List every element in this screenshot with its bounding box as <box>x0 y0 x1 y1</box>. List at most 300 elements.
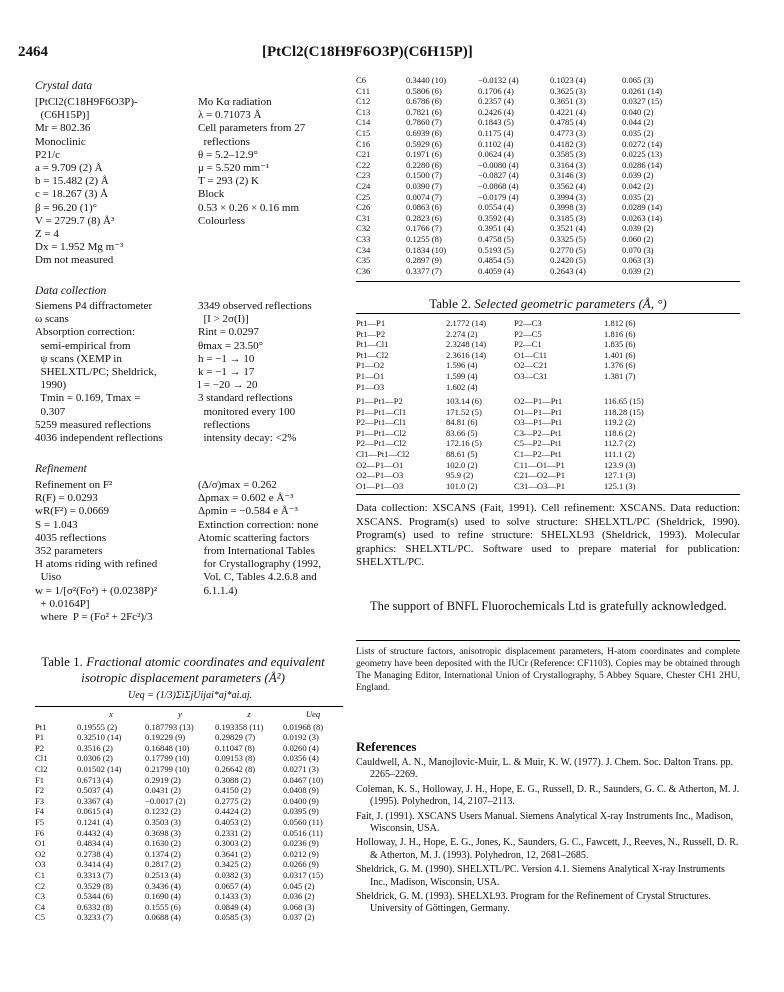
table1-continued <box>356 75 736 276</box>
table-cell: 0.3592 (4) <box>478 212 514 223</box>
text-line: b = 15.482 (2) Å <box>35 175 109 188</box>
table-cell: 0.0390 (7) <box>406 180 442 191</box>
table-cell: 0.3625 (3) <box>550 85 586 96</box>
programs-paragraph: Data collection: XSCANS (Fait, 1991). Cell refinement: XSCANS. Data reduction: XSCANS. Program(s) used to solve structure: SHELXTL/PC (Sheldrick, 1990). Program(s) used to refine structure: SHELXL93 (Sheldrick, 1993). Molecular graphics: SHELXTL/PC. Software used to prepare material for publication: SHELXTL/PC. <box>356 502 740 569</box>
text-line: Vol. C, Tables 4.2.6.8 and <box>198 571 317 584</box>
table-cell: 0.0431 (2) <box>145 785 181 796</box>
table-row <box>356 107 736 118</box>
table-cell: 0.01502 (14) <box>77 763 122 774</box>
text-line: 6.1.1.4) <box>198 584 238 597</box>
text-line: β = 96.20 (1)° <box>35 201 98 214</box>
table-cell: 0.4150 (2) <box>215 785 251 796</box>
table-row <box>356 202 736 213</box>
text-line: Atomic scattering factors <box>198 531 310 544</box>
table-row <box>356 396 740 407</box>
table-cell: 118.6 (2) <box>604 427 636 438</box>
table-cell: 0.0261 (14) <box>622 85 663 96</box>
table-cell: 0.2357 (4) <box>478 96 514 107</box>
table-cell: 0.4785 (4) <box>550 117 586 128</box>
text-line: Rint = 0.0297 <box>198 326 259 339</box>
table-cell: 0.3185 (3) <box>550 212 586 223</box>
table-cell: 0.4758 (5) <box>478 233 514 244</box>
table-row <box>356 360 740 371</box>
table-cell: O3 <box>35 859 46 870</box>
table-row <box>356 192 736 203</box>
table-cell: 0.5806 (6) <box>406 85 442 96</box>
text-line: reflections <box>198 418 250 431</box>
data-collection-right <box>198 300 312 445</box>
reference-item: Cauldwell, A. N., Manojlovic-Muir, L. & Muir, K. W. (1977). J. Chem. Soc. Dalton Trans. pp. 2265–2269. <box>356 757 733 781</box>
table-cell: 2.3248 (14) <box>446 339 487 350</box>
table-cell: 0.3377 (7) <box>406 265 442 276</box>
table-cell: 0.4053 (2) <box>215 816 251 827</box>
table-cell: 0.1102 (4) <box>478 138 514 149</box>
table-row <box>356 181 736 192</box>
table-cell: 0.26642 (8) <box>215 763 256 774</box>
table-cell: 0.3521 (4) <box>550 223 586 234</box>
table-cell: 83.66 (5) <box>446 427 478 438</box>
text-line: Δρmin = −0.584 e Å⁻³ <box>198 505 298 518</box>
table-row <box>35 785 343 796</box>
table-cell: 0.0408 (9) <box>283 785 319 796</box>
table2-angles <box>356 396 740 491</box>
table1-caption-label: Table 1. <box>41 654 83 669</box>
text-line: h = −1 → 10 <box>198 352 255 365</box>
table-cell: 0.0400 (9) <box>283 795 319 806</box>
table-cell: 0.3503 (3) <box>145 816 181 827</box>
table-cell: 0.044 (2) <box>622 117 654 128</box>
table-cell: 0.2897 (9) <box>406 255 442 266</box>
table-cell: 0.3414 (4) <box>77 859 113 870</box>
table-row <box>356 160 736 171</box>
text-line: 0.53 × 0.26 × 0.16 mm <box>198 201 300 214</box>
table-cell: 123.9 (3) <box>604 459 636 470</box>
table-cell: 0.3998 (3) <box>550 202 586 213</box>
table-cell: 0.036 (2) <box>283 891 315 902</box>
table-cell: F1 <box>35 774 45 785</box>
table-cell: C23 <box>356 170 371 181</box>
text-line: Uiso <box>35 571 62 584</box>
table-cell: 0.0263 (14) <box>622 212 663 223</box>
table-cell: 0.2823 (6) <box>406 212 442 223</box>
table-cell: 0.09153 (8) <box>215 753 256 764</box>
table-cell: O2 <box>35 848 46 859</box>
table-row <box>356 75 736 86</box>
table-cell: 0.4773 (3) <box>550 127 586 138</box>
table-cell: C12 <box>356 96 371 107</box>
table-cell: 0.065 (3) <box>622 75 654 85</box>
table-cell: 0.4182 (3) <box>550 138 586 149</box>
table-cell: 0.1374 (2) <box>145 848 181 859</box>
text-line: Cell parameters from 27 <box>198 122 306 135</box>
table2-caption-text: Selected geometric parameters (Å, °) <box>474 296 667 311</box>
table-row <box>35 753 343 764</box>
table-cell: C26 <box>356 202 371 213</box>
table-cell: 0.3994 (3) <box>550 191 586 202</box>
table1-formula: Ueq = (1/3)ΣiΣjUijai*aj*ai.aj. <box>128 690 253 701</box>
table-cell: C3—P2—Pt1 <box>514 427 562 438</box>
table-row <box>356 266 736 277</box>
table-row <box>356 117 736 128</box>
text-line: 352 parameters <box>35 545 103 558</box>
table-row <box>35 891 343 902</box>
text-line: T = 293 (2) K <box>198 175 259 188</box>
table-cell: 1.599 (4) <box>446 370 478 381</box>
table-row <box>35 775 343 786</box>
table-cell: 0.035 (2) <box>622 127 654 138</box>
table-cell: 0.0074 (7) <box>406 191 442 202</box>
table-cell: 0.5037 (4) <box>77 785 113 796</box>
text-line: (C6H15P)] <box>35 109 90 122</box>
table-cell: 0.3641 (2) <box>215 848 251 859</box>
table-cell: C6 <box>356 75 367 85</box>
table-row <box>35 881 343 892</box>
table-cell: 0.1971 (6) <box>406 149 442 160</box>
table-cell: 0.063 (3) <box>622 255 654 266</box>
table-cell: O1—P1—Pt1 <box>514 406 563 417</box>
table2-distances <box>356 318 740 392</box>
table-row <box>35 732 343 743</box>
table-cell: 0.1500 (7) <box>406 170 442 181</box>
table-cell: P1—Pt1—Cl1 <box>356 406 407 417</box>
table-cell: 0.3529 (8) <box>77 880 113 891</box>
refinement-right <box>198 479 321 598</box>
text-line: μ = 5.520 mm⁻¹ <box>198 162 270 175</box>
table-cell: 0.2738 (4) <box>77 848 113 859</box>
table-cell: 0.3436 (4) <box>145 880 181 891</box>
table-cell: C5—P2—Pt1 <box>514 438 562 449</box>
text-line: ω scans <box>35 313 69 326</box>
text-line: 3349 observed reflections <box>198 300 312 312</box>
text-line: + 0.0164P] <box>35 597 90 610</box>
table-cell: C1 <box>35 869 46 880</box>
table-cell: C32 <box>356 223 371 234</box>
table-cell: 0.1766 (7) <box>406 223 442 234</box>
text-line: k = −1 → 17 <box>198 366 255 379</box>
table-cell: F5 <box>35 816 45 827</box>
table-row <box>356 255 736 266</box>
table-row <box>356 428 740 439</box>
table-cell: −0.0179 (4) <box>478 191 519 202</box>
table-cell: 0.1555 (6) <box>145 901 181 912</box>
column-header: z <box>247 709 251 719</box>
table-row <box>356 245 736 256</box>
table-cell: 0.1175 (4) <box>478 127 514 138</box>
text-line: R(F) = 0.0293 <box>35 492 98 505</box>
table-cell: Cl1 <box>35 753 48 764</box>
text-line: 1990) <box>35 379 67 392</box>
table-cell: −0.0868 (4) <box>478 180 519 191</box>
table-cell: P2—C3 <box>514 318 542 328</box>
text-line: Extinction correction: none <box>198 518 319 531</box>
table-cell: 1.835 (6) <box>604 339 636 350</box>
table-cell: 118.28 (15) <box>604 406 644 417</box>
table-row <box>356 438 740 449</box>
table-cell: 0.0236 (9) <box>283 838 319 849</box>
table-cell: 0.187793 (13) <box>145 721 194 732</box>
table-cell: O2—P1—O3 <box>356 470 404 481</box>
table-row <box>356 382 740 393</box>
table-cell: C14 <box>356 117 371 128</box>
table-cell: 84.81 (6) <box>446 417 478 428</box>
table-cell: 0.0306 (2) <box>77 753 113 764</box>
table-cell: C13 <box>356 106 371 117</box>
table-cell: O1—C11 <box>514 349 548 360</box>
table-cell: 0.2775 (2) <box>215 795 251 806</box>
table-cell: P2—Pt1—Cl1 <box>356 417 407 428</box>
table-cell: 0.4834 (4) <box>77 838 113 849</box>
text-line: 4036 independent reflections <box>35 432 163 445</box>
table-row <box>356 170 736 181</box>
table-cell: F6 <box>35 827 45 838</box>
text-line: [PtCl2(C18H9F6O3P)- <box>35 96 138 108</box>
table-row <box>356 149 736 160</box>
table-cell: 0.0395 (9) <box>283 806 319 817</box>
table-cell: 0.3425 (2) <box>215 859 251 870</box>
table-row <box>35 828 343 839</box>
table-cell: 119.2 (2) <box>604 417 636 428</box>
table-cell: P2—C5 <box>514 328 542 339</box>
data-collection-left <box>35 300 163 445</box>
table-cell: 0.16848 (10) <box>145 742 190 753</box>
table2-distances-body <box>356 318 740 392</box>
table-cell: 0.0225 (13) <box>622 149 663 160</box>
table-cell: 0.0585 (3) <box>215 912 251 923</box>
table-row <box>356 223 736 234</box>
table-cell: Pt1—Cl2 <box>356 349 389 360</box>
table-cell: 0.2817 (2) <box>145 859 181 870</box>
table-cell: 0.6939 (6) <box>406 127 442 138</box>
table-cell: C16 <box>356 138 371 149</box>
table-cell: 0.060 (2) <box>622 233 654 244</box>
table-cell: 0.0272 (14) <box>622 138 663 149</box>
text-line: Mo Kα radiation <box>198 96 272 108</box>
table-cell: P1—Pt1—Cl2 <box>356 427 407 438</box>
table2-caption <box>356 296 740 312</box>
table-cell: 0.3003 (2) <box>215 838 251 849</box>
text-line: semi-empirical from <box>35 339 131 352</box>
table-cell: 0.070 (3) <box>622 244 654 255</box>
text-line: P21/c <box>35 148 61 161</box>
table-cell: 0.3088 (2) <box>215 774 251 785</box>
text-line: l = −20 → 20 <box>198 379 258 392</box>
table-cell: Pt1—Cl1 <box>356 339 389 350</box>
table-row <box>356 350 740 361</box>
text-line: Z = 4 <box>35 228 59 241</box>
table-cell: 0.0266 (9) <box>283 859 319 870</box>
table-row <box>35 902 343 913</box>
table-row <box>356 339 740 350</box>
table-cell: 0.4424 (2) <box>215 806 251 817</box>
table-cell: 0.21799 (10) <box>145 763 190 774</box>
table-row <box>35 912 343 923</box>
column-header: x <box>109 709 113 719</box>
table-cell: 0.3951 (4) <box>478 223 514 234</box>
table2-caption-label: Table 2. <box>429 296 471 311</box>
table-cell: F3 <box>35 795 45 806</box>
table-cell: P1—Pt1—P2 <box>356 396 403 406</box>
table-cell: 0.039 (2) <box>622 223 654 234</box>
crystal-data-right <box>198 96 305 228</box>
text-line: intensity decay: <2% <box>198 432 297 445</box>
table-cell: 0.5193 (5) <box>478 244 514 255</box>
text-line: where P = (Fo² + 2Fc²)/3 <box>35 611 153 624</box>
table-cell: −0.0132 (4) <box>478 75 519 85</box>
text-line: Dx = 1.952 Mg m⁻³ <box>35 241 124 254</box>
table-cell: 1.602 (4) <box>446 381 478 392</box>
table-row <box>35 743 343 754</box>
table-cell: O1—P1—O3 <box>356 480 404 491</box>
reference-item: Holloway, J. H., Hope, E. G., Jones, K., Saunders, G. C., Fawcett, J., Reeves, N., Russell, D. R. & Atherton, M. J. (1993). Polyhedron, 12, 2681–2685. <box>356 837 739 861</box>
table-cell: 0.0192 (3) <box>283 732 319 743</box>
table-row <box>35 796 343 807</box>
table-cell: 0.1706 (4) <box>478 85 514 96</box>
table-cell: 0.19555 (2) <box>77 721 118 732</box>
text-line: Dm not measured <box>35 254 114 267</box>
table-cell: 0.32510 (14) <box>77 732 122 743</box>
table-cell: C11—O1—P1 <box>514 459 565 470</box>
table-cell: C25 <box>356 191 371 202</box>
acknowledgement: The support of BNFL Fluorochemicals Ltd is gratefully acknowledged. <box>370 599 727 613</box>
table-cell: 0.1843 (5) <box>478 117 514 128</box>
table-cell: P1—O3 <box>356 381 385 392</box>
text-line: Siemens P4 diffractometer <box>35 300 153 312</box>
table-cell: F4 <box>35 806 45 817</box>
table-row <box>356 96 736 107</box>
text-line: a = 9.709 (2) Å <box>35 162 103 175</box>
table-cell: F2 <box>35 785 45 796</box>
table-cell: 0.1232 (2) <box>145 806 181 817</box>
table-cell: C35 <box>356 255 371 266</box>
text-line: c = 18.267 (3) Å <box>35 188 109 201</box>
table-cell: C4 <box>35 901 46 912</box>
table-cell: −0.0080 (4) <box>478 159 519 170</box>
table-cell: C24 <box>356 180 371 191</box>
table-cell: 0.0615 (4) <box>77 806 113 817</box>
table1-caption-text: Fractional atomic coordinates and equivalent isotropic displacement parameters (Å²) <box>81 654 325 685</box>
table-cell: 0.0271 (3) <box>283 763 319 774</box>
table-cell: 1.381 (7) <box>604 370 636 381</box>
table-cell: 0.29829 (7) <box>215 732 256 743</box>
text-line: wR(F²) = 0.0669 <box>35 505 109 518</box>
column-header: y <box>178 709 182 719</box>
text-line: monitored every 100 <box>198 405 296 418</box>
table-cell: C1—P2—Pt1 <box>514 448 562 459</box>
table-row <box>356 481 740 492</box>
table-cell: 171.52 (5) <box>446 406 482 417</box>
table-cell: 0.4854 (5) <box>478 255 514 266</box>
table-cell: 0.1023 (4) <box>550 75 586 85</box>
table-cell: O2—P1—O1 <box>356 459 404 470</box>
table-row <box>356 449 740 460</box>
table-cell: C31 <box>356 212 371 223</box>
table-cell: 0.3146 (3) <box>550 170 586 181</box>
table-row <box>35 806 343 817</box>
table-cell: O1 <box>35 838 46 849</box>
table-cell: 0.1433 (3) <box>215 891 251 902</box>
table-row <box>356 371 740 382</box>
text-line: Block <box>198 188 225 201</box>
table-cell: 0.045 (2) <box>283 880 315 891</box>
text-line: (Δ/σ)max = 0.262 <box>198 479 277 491</box>
text-line: ψ scans (XEMP in <box>35 352 122 365</box>
table-cell: 0.3698 (3) <box>145 827 181 838</box>
table-cell: 0.2513 (4) <box>145 869 181 880</box>
table-cell: 0.5344 (6) <box>77 891 113 902</box>
table-cell: 95.9 (2) <box>446 470 474 481</box>
table-cell: Cl1—Pt1—Cl2 <box>356 448 410 459</box>
text-line: SHELXTL/PC; Sheldrick, <box>35 366 157 379</box>
table-cell: 0.040 (2) <box>622 106 654 117</box>
table-cell: 0.039 (2) <box>622 265 654 276</box>
reference-item: Coleman, K. S., Holloway, J. H., Hope, E. G., Russell, D. R., Saunders, G. C. & Atherton, M. J. (1995). Polyhedron, 14, 2107–2113. <box>356 783 740 808</box>
table-cell: 103.14 (6) <box>446 396 482 406</box>
text-line: for Crystallography (1992, <box>198 558 322 571</box>
table-cell: 0.0554 (4) <box>478 202 514 213</box>
table-cell: Pt1 <box>35 721 47 732</box>
table-cell: 0.01968 (8) <box>283 721 324 732</box>
table-cell: 2.1772 (14) <box>446 318 487 328</box>
text-line: 3 standard reflections <box>198 392 293 405</box>
table-cell: 0.035 (2) <box>622 191 654 202</box>
table-cell: C36 <box>356 265 371 276</box>
table-cell: −0.0827 (4) <box>478 170 519 181</box>
table-cell: O2—C21 <box>514 360 548 371</box>
table-cell: 0.0289 (14) <box>622 202 663 213</box>
table-cell: 0.2420 (5) <box>550 255 586 266</box>
table-cell: P2 <box>35 742 45 753</box>
text-line: H atoms riding with refined <box>35 558 158 571</box>
table-cell: 0.4221 (4) <box>550 106 586 117</box>
text-line: Absorption correction: <box>35 326 135 339</box>
table-cell: P1 <box>35 732 45 743</box>
reference-item: Sheldrick, G. M. (1990). SHELXTL/PC. Version 4.1. Siemens Analytical X-ray Instruments Inc., Madison, Wisconsin, USA. <box>356 864 725 888</box>
table-cell: 1.812 (6) <box>604 318 636 328</box>
table-cell: 0.0286 (14) <box>622 159 663 170</box>
table-cell: Pt1—P1 <box>356 318 386 328</box>
table-row <box>35 764 343 775</box>
text-line: 0.307 <box>35 405 66 418</box>
table-cell: 0.0657 (4) <box>215 880 251 891</box>
table-cell: O3—C31 <box>514 370 548 381</box>
table-row <box>35 870 343 881</box>
table-cell: Pt1—P2 <box>356 328 386 339</box>
table-cell: P1—O2 <box>356 360 385 371</box>
table-row <box>356 329 740 340</box>
page-header-title: [PtCl2(C18H9F6O3P)(C6H15P)] <box>262 44 473 60</box>
table-cell: P1—O1 <box>356 370 385 381</box>
text-line: from International Tables <box>198 545 315 558</box>
table-cell: 0.0317 (15) <box>283 869 324 880</box>
table-cell: 102.0 (2) <box>446 459 478 470</box>
table-cell: 0.039 (2) <box>622 170 654 181</box>
table-cell <box>604 382 740 393</box>
table-cell: C15 <box>356 127 371 138</box>
table-cell: 0.1834 (10) <box>406 244 447 255</box>
table-cell: 0.0863 (6) <box>406 202 442 213</box>
table-cell: 0.0688 (4) <box>145 912 181 923</box>
table-cell: 0.2770 (5) <box>550 244 586 255</box>
page-number: 2464 <box>18 44 48 60</box>
table-cell: 0.2919 (2) <box>145 774 181 785</box>
table-row <box>356 234 736 245</box>
table-cell: 1.401 (6) <box>604 349 636 360</box>
table-cell: C21—O2—P1 <box>514 470 566 481</box>
table-cell: 0.037 (2) <box>283 912 315 923</box>
text-line: θ = 5.2–12.9° <box>198 148 258 161</box>
table-cell: 1.376 (6) <box>604 360 636 371</box>
table-cell: 2.274 (2) <box>446 328 478 339</box>
